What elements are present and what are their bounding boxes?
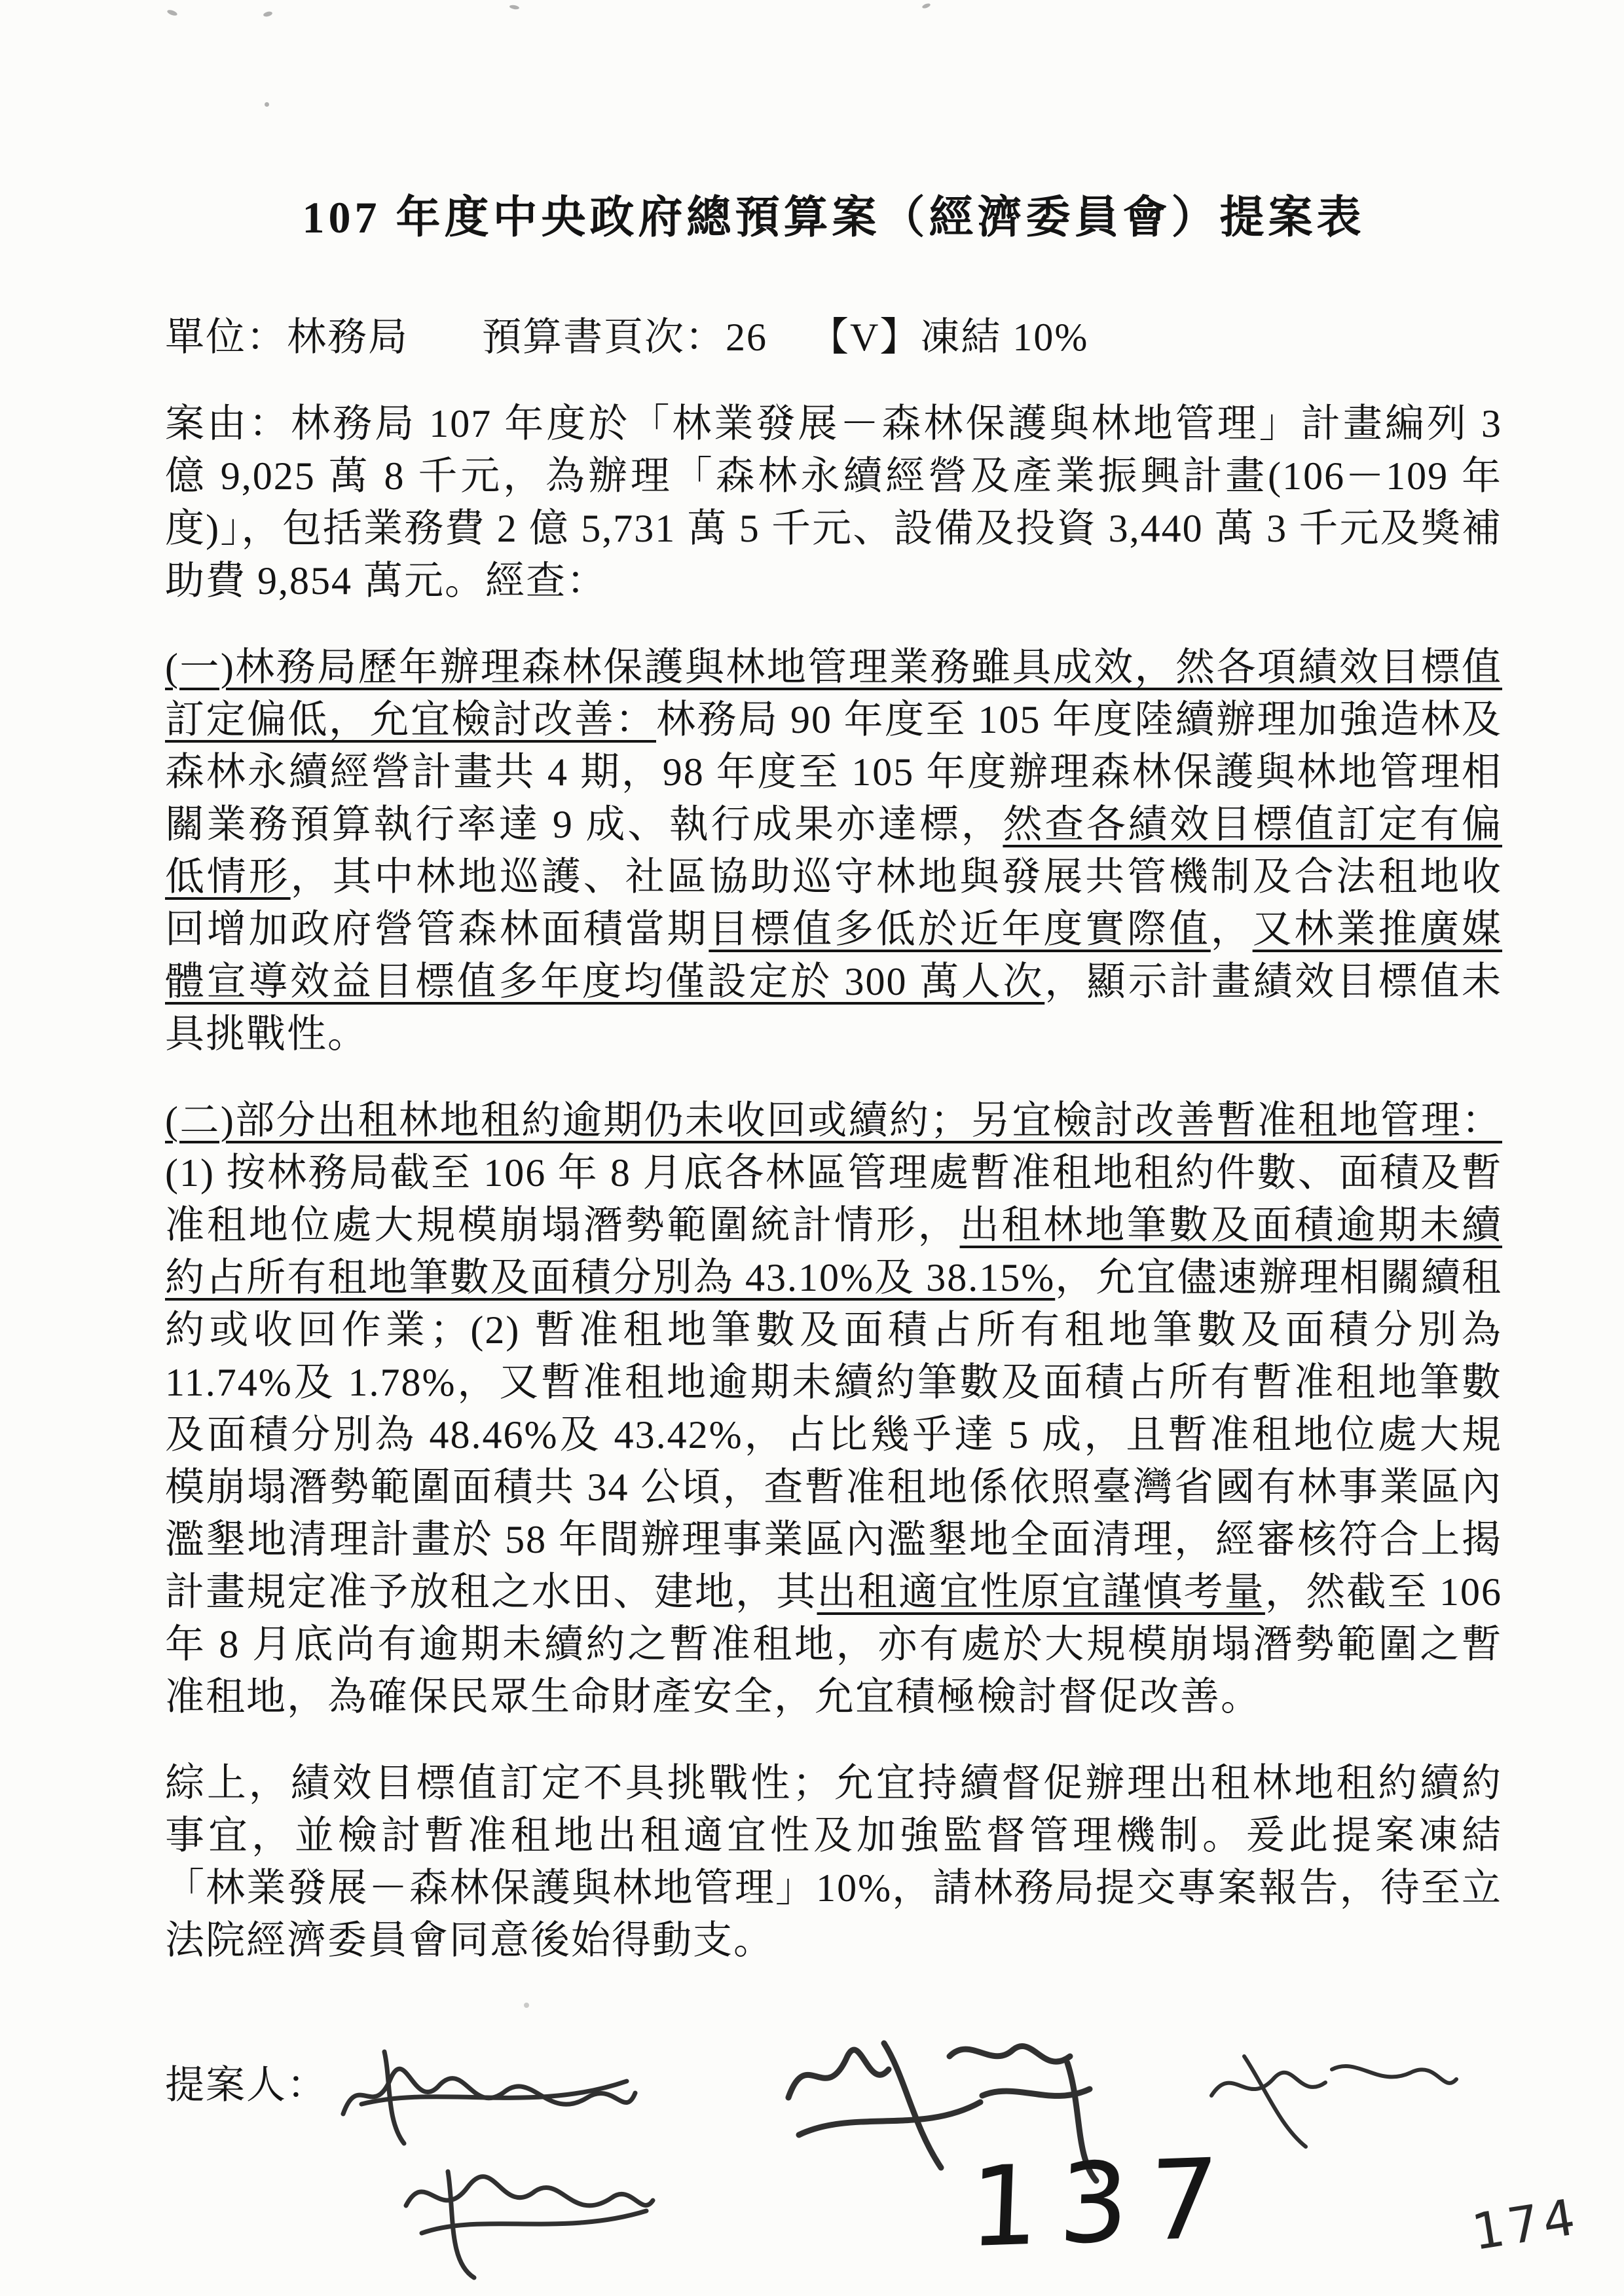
scan-artifact <box>524 2003 529 2008</box>
text-run: ， <box>1210 908 1253 951</box>
underlined-text-run: (二)部分出租林地租約逾期仍未收回或續約；另宜檢討改善暫准租地管理： <box>165 1099 1502 1142</box>
meta-line <box>165 306 1502 362</box>
signature-3 <box>1211 2056 1456 2147</box>
scan-artifact <box>166 9 177 16</box>
scan-artifact <box>509 5 520 10</box>
signature-block <box>165 2016 1502 2296</box>
handwritten-page-number: 137 <box>967 2134 1240 2272</box>
underlined-text-run: 目標值多低於近年度實際值 <box>709 908 1211 951</box>
document-content <box>165 182 1502 2001</box>
scan-artifact <box>263 10 272 17</box>
text-run: ，允宜儘速辦理相關續租約或收回作業；(2) 暫准租地筆數及面積占所有租地筆數及面積分別為 11.74%及 1.78%，又暫准租地逾期未續約筆數及面積占所有暫准租地筆數及面積分別為 48.46%及 43.42%，占比幾乎達 5 成，且暫准租地位處大規模崩塌潛勢範圍面積共 34 公頃，查暫准租地係依照臺灣省國有林事業區內濫墾地清理計畫於 58 年間辦理事業區內濫墾地全面清理，經審核符合上揭計畫規定准予放租之水田、建地，其 <box>165 1256 1503 1614</box>
paragraph <box>165 398 1502 607</box>
document-title: 107 年度中央政府總預算案（經濟委員會）提案表 <box>302 193 1365 242</box>
text-run: 林務局 90 年度至 105 年度陸續辦理加強造林及森林永續經營計畫共 4 期，98 年度至 105 年度辦理森林保護與林地管理相關業務預算執行率達 9 成、執行成果亦達標， <box>165 698 1502 846</box>
underlined-text-run: 出租林地筆數及面積逾期未續約占所有租地筆數及面積分別為 43.10%及 38.15% <box>165 1204 1503 1299</box>
scan-artifact <box>265 102 269 107</box>
underlined-text-run: (一)林務局歷年辦理森林保護與林地管理業務雖具成效，然各項績效目標值訂定偏低，允宜檢討改善： <box>165 646 1502 741</box>
proposer-label: 提案人： <box>165 2064 327 2107</box>
text-run: (1) 按林務局截至 106 年 8 月底各林區管理處暫准租地租約件數、面積及暫准租地位處大規模崩塌潛勢範圍統計情形， <box>165 1151 1502 1247</box>
body-paragraphs <box>165 398 1502 1967</box>
text-run: ，顯示計畫績效目標值未具挑戰性。 <box>165 960 1503 1056</box>
scan-artifact <box>921 3 931 9</box>
underlined-text-run: 又林業推廣媒體宣導效益目標值多年度均僅設定於 300 萬人次 <box>165 908 1503 1003</box>
text-run: ，其中林地巡護、社區協助巡守林地與發展共管機制及合法租地收回增加政府營管森林面積當期 <box>165 855 1503 951</box>
signatures <box>165 2016 1502 2284</box>
unit-field: 單位：林務局 <box>165 316 409 359</box>
underlined-text-run: 然查各績效目標值訂定有偏低情形 <box>165 803 1502 898</box>
paragraph <box>165 641 1502 1060</box>
signature-1 <box>343 2052 653 2278</box>
text-run: ，然截至 106 年 8 月底尚有逾期未續約之暫准租地，亦有處於大規模崩塌潛勢範圍之暫准租地，為確保民眾生命財產安全，允宜積極檢討督促改善。 <box>165 1570 1502 1718</box>
budget-page-field: 預算書頁次：26 <box>482 316 767 359</box>
underlined-text-run: 出租適宜性原宜謹慎考量 <box>817 1570 1265 1614</box>
corner-page-number: 174 <box>1468 2187 1583 2262</box>
paragraph <box>165 1094 1502 1723</box>
freeze-checkbox-field: 【V】凍結 10% <box>809 316 1089 359</box>
text-run: 案由：林務局 107 年度於「林業發展－森林保護與林地管理」計畫編列 3 億 9,025 萬 8 千元，為辦理「森林永續經營及產業振興計畫(106－109 年度)」，包括業務費 2 億 5,731 萬 5 千元、設備及投資 3,440 萬 3 千元及獎補助費 9,854 萬元。經查： <box>165 402 1502 602</box>
paragraph <box>165 1757 1502 1967</box>
text-run: 綜上，績效目標值訂定不具挑戰性；允宜持續督促辦理出租林地租約續約事宜，並檢討暫准租地出租適宜性及加強監督管理機制。爰此提案凍結「林業發展－森林保護與林地管理」10%，請林務局提交專案報告，待至立法院經濟委員會同意後始得動支。 <box>165 1762 1502 1962</box>
